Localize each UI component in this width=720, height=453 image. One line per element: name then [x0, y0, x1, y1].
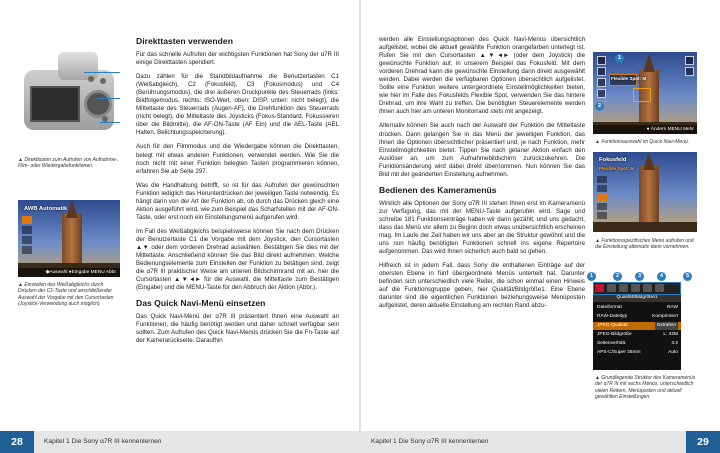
marker-5: 5 [683, 272, 692, 281]
menu-row-value: RAW [666, 305, 678, 310]
paragraph: werden alle Einstellungsoptionen des Quick Navi-Menüs übersichtlich aufgelistet, wobei die aktuell gewählte Funktion orangefarben unterlegt ist. Rufen Sie mit den Cursortasten ▲▼◄► (oder dem Joystick) die gewünschte Funktion auf, in unserem Beispiel das Fokusfeld. Mit dem vorderen Drehrad kann die gewünschte Einstellung dann direkt ausgewählt werden. Dabei werden die verfügbaren Optionen übersichtlich aufgelistet. Sollte eine Funktion weitere untergeordnete Einstellmöglichkeiten bieten, wie hier im Falle des Fokusfelds Flexible Spot, verwenden Sie das hintere Drehrad, um ihre Wahl zu treffen. Die benötigten Steuerelemente werden Ihnen auch hier am unteren Monitorrand stets mit angezeigt. [379, 36, 585, 116]
menu-row-value: 3:2 [671, 341, 678, 346]
focus-option-list [597, 176, 607, 222]
quick-navi-cell [597, 56, 606, 65]
paragraph: Was die Handhabung betrifft, so ist für das Aufrufen der gewünschten Funktion lediglich das Herunterdrücken der jeweiligen Taste notwendig. Es hängt dann von der Art der Funktion ab, ob durch das Drücken gleich eine Aktion ausgeführt wird, wie zum Beispiel das Scharfstellen mit der AF-ON-Taste, oder erst noch ein Einstellungsmenü aufgerufen wird. [136, 181, 339, 221]
quick-navi-cell [597, 67, 606, 76]
paragraph: Im Fall des Weißabgleichs beispielsweise können Sie nach dem Drücken der Benutzertaste C1 die Vorgabe mit dem Joystick, den Cursortasten ▲▼ oder dem vorderen Drehrad auswählen. Bestätigen Sie dies mit der Mitteltaste. Anschließend können Sie das Bild direkt aufnehmen. Welche Bedienungselemente zum Einstellen der Funktion zu betätigen sind, zeigt die α7R III praktischer Weise am unteren Bildschirmrand mit an, hier die Cursortasten ▲▼◄► für die Auswahl, die Mitteltaste zum Bestätigen (Eingabe) und die MENU-Taste für den Abbruch der Aktion (Abbr.). [136, 227, 339, 292]
focus-option [597, 212, 607, 219]
right-body [379, 36, 585, 316]
paragraph: Dazu zählen für die Standbildaufnahme die Benutzertasten C1 (Weißabgleich), C2 (Fokusfeld), C3 (Fokusmodus) und C4 (Berührungsmodus), die drei äußeren Druckpunkte des Steuerrads (links: Bildfolgemodus, rechts: ISO-Wert, oben: DISP, unten: nicht belegt), die Mitteltaste des Steuerrads (Augen-AF), die Drehfunktion des Steuerrads (nicht belegt), die Mitteltaste des Joysticks (Fokus-Standard, Fokussieren über die Bildmitte), die AF-ON-Taste (AF Ein) und die AEL-Taste (AEL Halten, Belichtungsspeicherung). [136, 73, 339, 137]
tower-spire [66, 200, 78, 218]
focus-field-title: Fokusfeld [599, 157, 627, 163]
caption-arrow-icon: ▲ [595, 375, 602, 381]
wb-label: AWB Automatik [24, 206, 68, 212]
marker-4: 4 [657, 272, 666, 281]
paragraph: Alternativ können Sie auch nach der Auswahl der Funktion die Mitteltaste drücken. Dann gelangen Sie in das Menü der jeweiligen Funktion, das Ihnen die Optionen übersichtlicher präsentiert und, je nach Funktion, mehr Einstellmöglichkeiten bietet. Tippen Sie nach getaner Aktion einfach den Auslöser an, um zum Aufnahmebildschirm zurückzukehren. Die Funktionsänderung wird dabei direkt übernommen. Nun können Sie das Bild mit der geänderten Einstellung aufnehmen. [379, 122, 585, 178]
callout-line [84, 72, 120, 73]
marker-3: 3 [635, 272, 644, 281]
marker-2: 2 [595, 102, 604, 111]
chapter-title: Kapitel 1 Die Sony α7R III kennenlernen [44, 438, 162, 445]
heading-camera-menu: Bedienen des Kameramenüs [379, 184, 497, 195]
tower-image [639, 166, 659, 230]
camera-back-photo [18, 52, 120, 152]
heading-quick-navi: Das Quick Navi-Menü einsetzen [136, 298, 266, 309]
chapter-title: Kapitel 1 Die Sony α7R III kennenlernen [371, 438, 489, 445]
caption-text: Grundlegende Struktur des Kameramenüs der α7R III mit sechs Menüs, unterschiedlich vielen Reitern, Menüposten und aktuell gewählten Einstellungen [595, 375, 696, 400]
caption-text: Direkttasten zum Aufrufen von Aufnahme-, Film- oder Wiedergabefunktionen. [18, 157, 119, 170]
wb-option [22, 236, 32, 244]
focus-option [597, 185, 607, 192]
quick-navi-cell [597, 89, 606, 98]
heading-direct-buttons: Direkttasten verwenden [136, 36, 233, 46]
paragraph: Auch für den Filmmodus und die Wiedergabe können die Direkttasten, belegt mit etwas anderen Funktionen, verwendet werden. Wie Sie die noch nicht mit einer Funktion belegten Tasten programmieren können, erfahren Sie ab Seite 297. [136, 143, 339, 175]
screen-control-bar: ◆Auswahl ●Eingabe MENU Abbr. [18, 268, 120, 277]
wb-option-selected [22, 216, 32, 224]
white-balance-screen [18, 200, 120, 277]
marker-1: 1 [615, 54, 624, 63]
right-page [361, 0, 720, 453]
tower-spire [643, 152, 655, 170]
menu-row [593, 349, 681, 357]
caption-arrow-icon: ▲ [18, 282, 25, 288]
screen-ground [593, 222, 697, 232]
caption-focus-field [595, 238, 699, 251]
af-frame [633, 88, 651, 102]
menu-row-label: JPEG-Bildgröße [597, 332, 632, 337]
tower-spire [643, 54, 655, 72]
wb-option [22, 246, 32, 254]
quick-navi-cell [685, 56, 694, 65]
quick-navi-cell [597, 78, 606, 87]
focus-field-screen [593, 152, 697, 232]
callout-line [100, 122, 120, 123]
focus-field-option: Flexible Spot: M [599, 166, 635, 171]
right-footer [361, 431, 720, 453]
c1-button-icon [88, 76, 94, 82]
marker-1: 1 [587, 272, 596, 281]
screen-control-bar: ● Ändern MENU Mehr [593, 125, 697, 134]
paragraph: Das Quick Navi-Menü der α7R III präsentiert Ihnen eine Auswahl an Funktionen, die häufig benötigt werden und daher schnell verfügbar sein sollten. Zum Aufrufen des Quick Navi-Menüs drücken Sie die Fn-Taste auf der Kamerarückseite. Daraufhin [136, 313, 339, 345]
caption-arrow-icon: ▲ [595, 139, 602, 145]
ael-button-icon [100, 78, 106, 84]
caption-camera-menu [595, 375, 699, 400]
menu-row-label: Seitenverhält. [597, 341, 627, 346]
caption-direct-buttons [18, 157, 122, 170]
caption-white-balance [18, 282, 122, 307]
focus-option-selected [597, 194, 607, 201]
menu-row [593, 331, 681, 339]
menu-row-label: Dateiformat [597, 305, 622, 310]
caption-text: Funktionsspezifisches Menü aufrufen und die Einstellung alternativ darin vornehmen. [595, 238, 694, 251]
menu-row-label: RAW-Dateityp [597, 314, 628, 319]
focus-option [597, 203, 607, 210]
menu-row-value: Komprimiert [652, 314, 678, 319]
menu-bracket [593, 282, 681, 295]
camera-rear-screen [30, 86, 80, 122]
caption-arrow-icon: ▲ [595, 238, 602, 244]
caption-text: Einstellen des Weißabgleichs durch Drücken der C1-Taste und anschließender Auswahl der Vorgabe mit den Cursortasten (Joystick-Verwendung auch möglich). [18, 282, 114, 307]
page-number: 29 [686, 431, 720, 453]
menu-page-title: Qualität/Bildgröße1 [593, 294, 681, 302]
focus-option [597, 176, 607, 183]
control-wheel-icon [84, 90, 112, 118]
menu-row-value: L: 42M [663, 332, 678, 337]
menu-row-value: Extrafein [657, 323, 676, 328]
quick-navi-screen [593, 52, 697, 134]
paragraph: Wirklich alle Optionen der Sony α7R III stehen Ihnen erst im Kameramenü zur Verfügung, das mit der MENU-Taste aufgerufen wird. Sage und schreibe 181 Funktionseinträge haben wir darin gezählt, und uns gedacht, dass das Menü vor allem zu Beginn doch etwas unübersichtlich erscheinen mag. Im Laufe der Zeit haben wir uns aber an die Struktur gewöhnt und die uns nun häufig benötigten Funktionen schnell ins eigene Repertoire aufgenommen. Das wird Ihnen sicherlich auch bald so gehen. [379, 199, 585, 256]
left-footer [0, 431, 359, 453]
camera-menu-screen [593, 282, 681, 370]
left-page [0, 0, 359, 453]
menu-row-selected [593, 322, 681, 330]
caption-quick-navi [595, 139, 699, 145]
wb-option-list [22, 216, 32, 266]
menu-row-label: APS-C/Super 35mm [597, 350, 641, 355]
menu-row [593, 340, 681, 348]
callout-line [98, 98, 120, 99]
caption-text: Funktionsauswahl im Quick Navi-Menü. [601, 139, 690, 145]
menu-row [593, 313, 681, 321]
quick-navi-cell [685, 67, 694, 76]
left-body [136, 36, 339, 351]
paragraph: Hilfreich ist in jedem Fall, dass Sony die enthaltenen Einträge auf der obersten Ebene in fünf übergeordnete Menüs unterteilt hat. Darunter befinden sich unterschiedlich viele Reiter, die schon einmal einen Hinweis auf die Funktionsgruppe geben, hier Qualität/Bildgröße1. Eine Ebene darunter sind die eigentlichen Funktionen beziehungsweise Menüposten aufgelistet, deren aktuelle Einstellung am rechten Rand abzu- [379, 262, 585, 310]
caption-arrow-icon: ▲ [18, 157, 25, 163]
wb-option [22, 226, 32, 234]
quick-navi-label: Flexible Spot: M [611, 76, 647, 81]
menu-row-value: Auto [668, 350, 678, 355]
menu-row-label: JPEG-Qualität [597, 323, 628, 328]
menu-row [593, 304, 681, 312]
page-number: 28 [0, 431, 34, 453]
marker-2: 2 [613, 272, 622, 281]
paragraph: Für das schnelle Aufrufen der wichtigsten Funktionen hat Sony der α7R III einige Direkttasten spendiert. [136, 51, 339, 67]
